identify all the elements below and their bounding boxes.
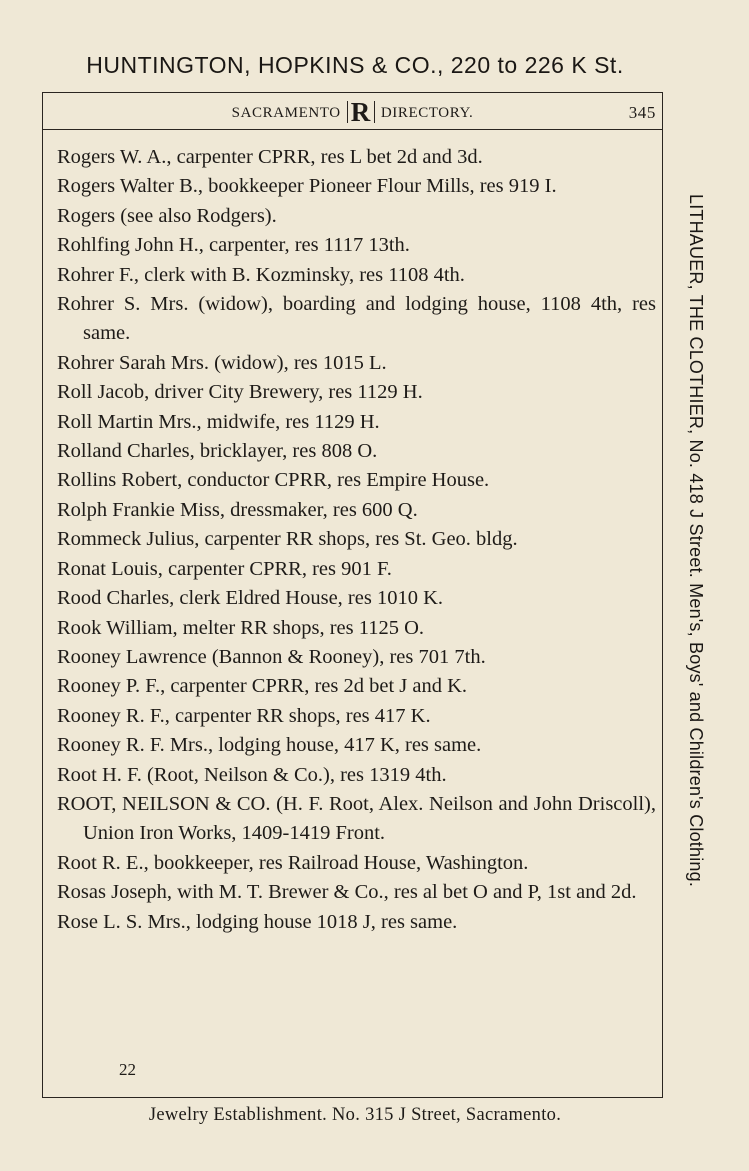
list-item: Rogers W. A., carpenter CPRR, res L bet 2d and 3d. <box>57 146 483 168</box>
page-number: 345 <box>628 103 656 122</box>
list-item: Rolph Frankie Miss, dressmaker, res 600 Q. <box>57 498 418 521</box>
list-item: Rohrer F., clerk with B. Kozminsky, res 1108 4th. <box>57 263 465 286</box>
list-item: Root R. E., bookkeeper, res Railroad House, Washington. <box>57 851 529 874</box>
list-item: Rohlfing John H., carpenter, res 1117 13th. <box>57 234 410 257</box>
list-item: Rooney R. F., carpenter RR shops, res 417 K. <box>57 704 431 727</box>
list-item: Rommeck Julius, carpenter RR shops, res St. Geo. bldg. <box>57 528 518 551</box>
section-letter: R <box>347 101 375 123</box>
running-head-directory: DIRECTORY. <box>380 105 474 121</box>
list-item: Rood Charles, clerk Eldred House, res 1010 K. <box>57 587 443 610</box>
page-frame <box>42 92 663 1098</box>
header-advertisement: HUNTINGTON, HOPKINS & CO., 220 to 226 K St. <box>86 52 624 78</box>
list-item: Rooney P. F., carpenter CPRR, res 2d bet J and K. <box>57 675 468 698</box>
signature-mark: 22 <box>119 1060 136 1079</box>
footer-advertisement: Jewelry Establishment. No. 315 J Street, Sacramento. <box>148 1105 562 1125</box>
list-item: Rogers (see also Rodgers). <box>57 204 277 227</box>
list-item: Roll Jacob, driver City Brewery, res 1129 H. <box>57 381 423 404</box>
list-item: Rosas Joseph, with M. T. Brewer & Co., res al bet O and P, 1st and 2d. <box>57 881 637 904</box>
list-item: Rohrer Sarah Mrs. (widow), res 1015 L. <box>57 351 387 374</box>
list-item: Rolland Charles, bricklayer, res 808 O. <box>57 440 378 463</box>
list-item: Rook William, melter RR shops, res 1125 O. <box>57 616 425 639</box>
running-head <box>43 93 662 130</box>
list-item: Rose L. S. Mrs., lodging house 1018 J, res same. <box>57 910 458 933</box>
running-head-title <box>43 97 662 127</box>
list-item: ROOT, NEILSON & CO. (H. F. Root, Alex. Neilson and John Driscoll), Union Iron Works, 1409-1419 Front. <box>57 792 656 845</box>
list-item: Roll Martin Mrs., midwife, res 1129 H. <box>57 410 380 433</box>
list-item: Ronat Louis, carpenter CPRR, res 901 F. <box>57 557 392 580</box>
running-head-city: SACRAMENTO <box>231 105 341 121</box>
list-item: Root H. F. (Root, Neilson & Co.), res 1319 4th. <box>57 763 447 786</box>
list-item: Rooney Lawrence (Bannon & Rooney), res 701 7th. <box>57 645 486 668</box>
list-item: Rollins Robert, conductor CPRR, res Empire House. <box>57 469 490 492</box>
list-item: Rooney R. F. Mrs., lodging house, 417 K, res same. <box>57 734 482 757</box>
directory-entries <box>57 143 656 937</box>
list-item: Rohrer S. Mrs. (widow), boarding and lodging house, 1108 4th, res same. <box>57 293 656 345</box>
list-item: Rogers Walter B., bookkeeper Pioneer Flour Mills, res 919 I. <box>57 175 557 198</box>
